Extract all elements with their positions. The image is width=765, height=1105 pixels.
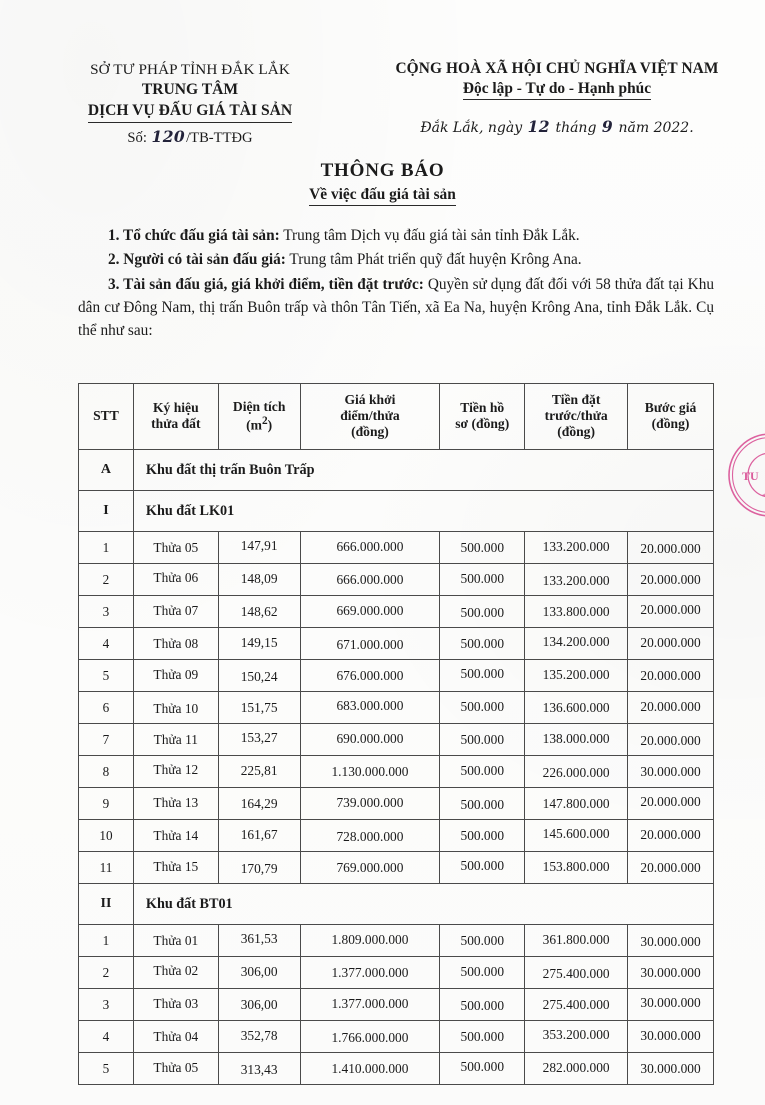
cell-tien-ho-so: 500.000 bbox=[440, 789, 525, 821]
cell-gia-khoi-diem: 1.766.000.000 bbox=[300, 1022, 440, 1054]
table-row bbox=[79, 989, 714, 1021]
cell-stt: 5 bbox=[79, 660, 134, 692]
cell-ky-hieu: Thửa 05 bbox=[133, 1052, 218, 1084]
center-label: TRUNG TÂM bbox=[141, 81, 239, 99]
table-row bbox=[79, 788, 714, 820]
cell-buoc-gia: 20.000.000 bbox=[628, 819, 714, 851]
cell-ky-hieu: Thửa 08 bbox=[133, 628, 218, 660]
cell-tien-ho-so: 500.000 bbox=[440, 820, 525, 852]
cell-ky-hieu: Thửa 11 bbox=[133, 724, 218, 756]
cell-buoc-gia: 20.000.000 bbox=[628, 533, 714, 565]
table-row bbox=[79, 564, 714, 596]
issuing-organization-block bbox=[20, 60, 360, 147]
cell-tien-ho-so: 500.000 bbox=[440, 563, 525, 595]
cell-stt: 2 bbox=[79, 957, 134, 989]
cell-buoc-gia: 30.000.000 bbox=[628, 1020, 714, 1052]
cell-ky-hieu: Thửa 15 bbox=[133, 851, 218, 883]
cell-gia-khoi-diem: 1.130.000.000 bbox=[300, 756, 440, 788]
table-section-row bbox=[79, 884, 714, 925]
cell-gia-khoi-diem: 666.000.000 bbox=[300, 531, 440, 563]
cell-dien-tich: 352,78 bbox=[218, 1020, 300, 1052]
cell-stt: 7 bbox=[79, 724, 134, 756]
cell-gia-khoi-diem: 676.000.000 bbox=[300, 660, 440, 692]
clause-3 bbox=[78, 273, 714, 343]
cell-buoc-gia: 20.000.000 bbox=[628, 786, 714, 818]
cell-dien-tich: 361,53 bbox=[218, 923, 300, 955]
section-name: Khu đất BT01 bbox=[133, 884, 713, 925]
cell-tien-ho-so: 500.000 bbox=[440, 956, 525, 988]
document-number-label: Số: bbox=[127, 129, 147, 146]
table-row bbox=[79, 628, 714, 660]
clause-2-text: Trung tâm Phát triển quỹ đất huyện Krông Ana. bbox=[285, 251, 582, 269]
table-row bbox=[79, 957, 714, 989]
table-header-row bbox=[79, 384, 714, 450]
cell-tien-dat-truoc: 133.800.000 bbox=[525, 596, 628, 628]
cell-dien-tich: 148,09 bbox=[218, 563, 300, 595]
cell-buoc-gia: 20.000.000 bbox=[628, 564, 714, 596]
cell-stt: 3 bbox=[79, 596, 134, 628]
national-title: CỘNG HOÀ XÃ HỘI CHỦ NGHĨA VIỆT NAM bbox=[395, 60, 719, 77]
table-row bbox=[79, 1021, 714, 1053]
cell-ky-hieu: Thửa 09 bbox=[133, 659, 218, 691]
cell-buoc-gia: 20.000.000 bbox=[628, 691, 714, 723]
cell-tien-ho-so: 500.000 bbox=[440, 691, 525, 723]
cell-buoc-gia: 30.000.000 bbox=[628, 1053, 714, 1085]
column-header-ky-hieu: Ký hiệu thửa đất bbox=[133, 384, 218, 450]
cell-gia-khoi-diem: 671.000.000 bbox=[300, 629, 440, 661]
cell-buoc-gia: 20.000.000 bbox=[628, 627, 714, 659]
cell-tien-ho-so: 500.000 bbox=[440, 628, 525, 660]
national-motto: Độc lập - Tự do - Hạnh phúc bbox=[463, 80, 651, 100]
cell-ky-hieu: Thửa 02 bbox=[133, 955, 218, 987]
cell-dien-tich: 149,15 bbox=[218, 627, 300, 659]
cell-tien-dat-truoc: 136.600.000 bbox=[525, 692, 628, 724]
clause-3-text: Quyền sử dụng đất đối với 58 thửa đất tại Khu dân cư Đông Nam, thị trấn Buôn trấp và thôn Tân Tiến, xã Ea Na, huyện Krông Ana, tỉnh Đắk Lắk. Cụ thể như sau: bbox=[78, 275, 714, 339]
cell-tien-ho-so: 500.000 bbox=[440, 990, 525, 1022]
cell-gia-khoi-diem: 728.000.000 bbox=[300, 821, 440, 853]
cell-dien-tich: 153,27 bbox=[218, 722, 300, 754]
place-and-date bbox=[382, 117, 732, 136]
clause-1-text: Trung tâm Dịch vụ đấu giá tài sản tỉnh Đắk Lắk. bbox=[279, 227, 580, 244]
cell-stt: 4 bbox=[79, 628, 134, 660]
cell-tien-dat-truoc: 275.400.000 bbox=[525, 958, 628, 990]
cell-ky-hieu: Thửa 10 bbox=[133, 693, 218, 725]
cell-ky-hieu: Thửa 14 bbox=[133, 820, 218, 852]
column-header-tien-dat-truoc: Tiền đặt trước/thửa (đồng) bbox=[525, 384, 628, 450]
cell-ky-hieu: Thửa 13 bbox=[133, 787, 218, 819]
column-header-buoc-gia: Bước giá (đồng) bbox=[628, 384, 714, 450]
table-row bbox=[79, 756, 714, 788]
table-header bbox=[79, 384, 714, 450]
section-index: A bbox=[79, 450, 134, 491]
clause-2-label: 2. Người có tài sản đấu giá: bbox=[108, 251, 286, 269]
cell-tien-ho-so: 500.000 bbox=[440, 597, 525, 629]
column-header-gia-khoi-diem: Giá khởi điểm/thửa (đồng) bbox=[300, 384, 440, 450]
cell-buoc-gia: 30.000.000 bbox=[628, 756, 714, 788]
column-header-tien-ho-so: Tiền hồ sơ (đồng) bbox=[440, 384, 525, 450]
cell-dien-tich: 151,75 bbox=[218, 692, 300, 724]
column-header-stt: STT bbox=[79, 384, 134, 450]
table-row bbox=[79, 820, 714, 852]
cell-dien-tich: 148,62 bbox=[218, 596, 300, 628]
column-header-dien-tich: Diện tích $(m^2)$ bbox=[218, 384, 300, 450]
table-row bbox=[79, 852, 714, 884]
table-section-row bbox=[79, 450, 714, 491]
cell-buoc-gia: 30.000.000 bbox=[628, 987, 714, 1019]
cell-stt: 6 bbox=[79, 692, 134, 724]
table-row bbox=[79, 1053, 714, 1085]
cell-tien-ho-so: 500.000 bbox=[440, 1051, 525, 1083]
cell-stt: 4 bbox=[79, 1021, 134, 1053]
cell-tien-dat-truoc: 145.600.000 bbox=[525, 818, 628, 850]
cell-ky-hieu: Thửa 12 bbox=[133, 754, 218, 786]
cell-ky-hieu: Thửa 04 bbox=[133, 1021, 218, 1053]
cell-buoc-gia: 20.000.000 bbox=[628, 725, 714, 757]
cell-buoc-gia: 20.000.000 bbox=[628, 594, 714, 626]
cell-tien-dat-truoc: 353.200.000 bbox=[525, 1019, 628, 1051]
cell-gia-khoi-diem: 666.000.000 bbox=[300, 564, 440, 596]
cell-gia-khoi-diem: 1.809.000.000 bbox=[300, 924, 440, 956]
table-row bbox=[79, 660, 714, 692]
cell-dien-tich: 150,24 bbox=[218, 661, 300, 693]
cell-buoc-gia: 30.000.000 bbox=[628, 957, 714, 989]
section-name: Khu đất thị trấn Buôn Trấp bbox=[133, 450, 713, 491]
cell-buoc-gia: 30.000.000 bbox=[628, 926, 714, 958]
cell-stt: 2 bbox=[79, 564, 134, 596]
cell-gia-khoi-diem: 1.377.000.000 bbox=[300, 957, 440, 989]
cell-gia-khoi-diem: 690.000.000 bbox=[300, 723, 440, 755]
cell-tien-ho-so: 500.000 bbox=[440, 724, 525, 756]
title-block bbox=[0, 160, 765, 206]
cell-tien-dat-truoc: 275.400.000 bbox=[525, 989, 628, 1021]
cell-ky-hieu: Thửa 06 bbox=[133, 562, 218, 594]
cell-tien-ho-so: 500.000 bbox=[440, 658, 525, 690]
page-title: THÔNG BÁO bbox=[320, 160, 445, 181]
clause-3-label: 3. Tài sản đấu giá, giá khởi điểm, tiền đặt trước: bbox=[108, 275, 424, 293]
document-header bbox=[0, 60, 765, 147]
cell-tien-dat-truoc: 153.800.000 bbox=[525, 851, 628, 883]
page-subtitle: Về việc đấu giá tài sản bbox=[309, 186, 456, 206]
cell-stt: 8 bbox=[79, 756, 134, 788]
cell-stt: 10 bbox=[79, 820, 134, 852]
cell-dien-tich: 170,79 bbox=[218, 853, 300, 885]
cell-tien-ho-so: 500.000 bbox=[440, 925, 525, 957]
cell-tien-dat-truoc: 133.200.000 bbox=[525, 531, 628, 563]
cell-tien-ho-so: 500.000 bbox=[440, 532, 525, 564]
cell-stt: 9 bbox=[79, 788, 134, 820]
cell-gia-khoi-diem: 669.000.000 bbox=[300, 595, 440, 627]
cell-stt: 11 bbox=[79, 852, 134, 884]
cell-gia-khoi-diem: 769.000.000 bbox=[300, 852, 440, 884]
cell-dien-tich: 225,81 bbox=[218, 755, 300, 787]
date-prefix: Đắk Lắk, ngày bbox=[420, 120, 523, 136]
cell-tien-dat-truoc: 226.000.000 bbox=[525, 757, 628, 789]
cell-dien-tich: 147,91 bbox=[218, 530, 300, 562]
department-name: SỞ TƯ PHÁP TỈNH ĐẮK LẮK bbox=[90, 61, 290, 78]
clause-2 bbox=[78, 248, 714, 271]
cell-tien-dat-truoc: 134.200.000 bbox=[525, 626, 628, 658]
document-number-handwritten: 120 bbox=[151, 126, 186, 146]
cell-gia-khoi-diem: 1.410.000.000 bbox=[300, 1053, 440, 1085]
table-row bbox=[79, 532, 714, 564]
cell-stt: 3 bbox=[79, 989, 134, 1021]
clause-1 bbox=[78, 224, 714, 247]
date-month-handwritten: 9 bbox=[601, 117, 614, 136]
date-year-label: năm 2022. bbox=[618, 120, 694, 136]
table-section-row bbox=[79, 491, 714, 532]
cell-dien-tich: 164,29 bbox=[218, 788, 300, 820]
body-content bbox=[78, 224, 714, 343]
cell-gia-khoi-diem: 739.000.000 bbox=[300, 787, 440, 819]
auction-table bbox=[78, 383, 714, 1085]
section-name: Khu đất LK01 bbox=[133, 491, 713, 532]
table-row bbox=[79, 692, 714, 724]
cell-gia-khoi-diem: 1.377.000.000 bbox=[300, 988, 440, 1020]
table-body bbox=[79, 450, 714, 1085]
cell-buoc-gia: 20.000.000 bbox=[628, 660, 714, 692]
cell-dien-tich: 161,67 bbox=[218, 819, 300, 851]
cell-buoc-gia: 20.000.000 bbox=[628, 852, 714, 884]
cell-ky-hieu: Thửa 05 bbox=[133, 532, 218, 564]
cell-ky-hieu: Thửa 01 bbox=[133, 925, 218, 957]
cell-tien-dat-truoc: 282.000.000 bbox=[525, 1052, 628, 1084]
date-day-handwritten: 12 bbox=[527, 117, 550, 136]
table-row bbox=[79, 925, 714, 957]
cell-stt: 1 bbox=[79, 532, 134, 564]
national-heading-block bbox=[382, 60, 732, 136]
auction-table-container bbox=[78, 383, 714, 1085]
section-index: II bbox=[79, 884, 134, 925]
cell-tien-ho-so: 500.000 bbox=[440, 755, 525, 787]
document-number-suffix: /TB-TTĐG bbox=[186, 129, 253, 146]
cell-ky-hieu: Thửa 07 bbox=[133, 595, 218, 627]
cell-dien-tich: 306,00 bbox=[218, 956, 300, 988]
clause-1-label: 1. Tổ chức đấu giá tài sản: bbox=[108, 227, 280, 244]
cell-tien-ho-so: 500.000 bbox=[440, 1021, 525, 1053]
cell-dien-tich: 306,00 bbox=[218, 989, 300, 1021]
stamp-text: TU bbox=[742, 469, 759, 483]
cell-tien-dat-truoc: 133.200.000 bbox=[525, 565, 628, 597]
cell-stt: 1 bbox=[79, 925, 134, 957]
cell-tien-dat-truoc: 135.200.000 bbox=[525, 659, 628, 691]
cell-dien-tich: 313,43 bbox=[218, 1054, 300, 1086]
cell-tien-dat-truoc: 147.800.000 bbox=[525, 788, 628, 820]
cell-gia-khoi-diem: 683.000.000 bbox=[300, 690, 440, 722]
table-row bbox=[79, 724, 714, 756]
official-seal-stamp bbox=[726, 425, 765, 525]
section-index: I bbox=[79, 491, 134, 532]
date-month-label: tháng bbox=[555, 120, 597, 136]
cell-tien-ho-so: 500.000 bbox=[440, 850, 525, 882]
cell-stt: 5 bbox=[79, 1053, 134, 1085]
table-row bbox=[79, 596, 714, 628]
cell-tien-dat-truoc: 361.800.000 bbox=[525, 924, 628, 956]
cell-tien-dat-truoc: 138.000.000 bbox=[525, 723, 628, 755]
document-number-line bbox=[20, 127, 360, 147]
cell-ky-hieu: Thửa 03 bbox=[133, 988, 218, 1020]
center-full-name: DỊCH VỤ ĐẤU GIÁ TÀI SẢN bbox=[88, 101, 292, 123]
